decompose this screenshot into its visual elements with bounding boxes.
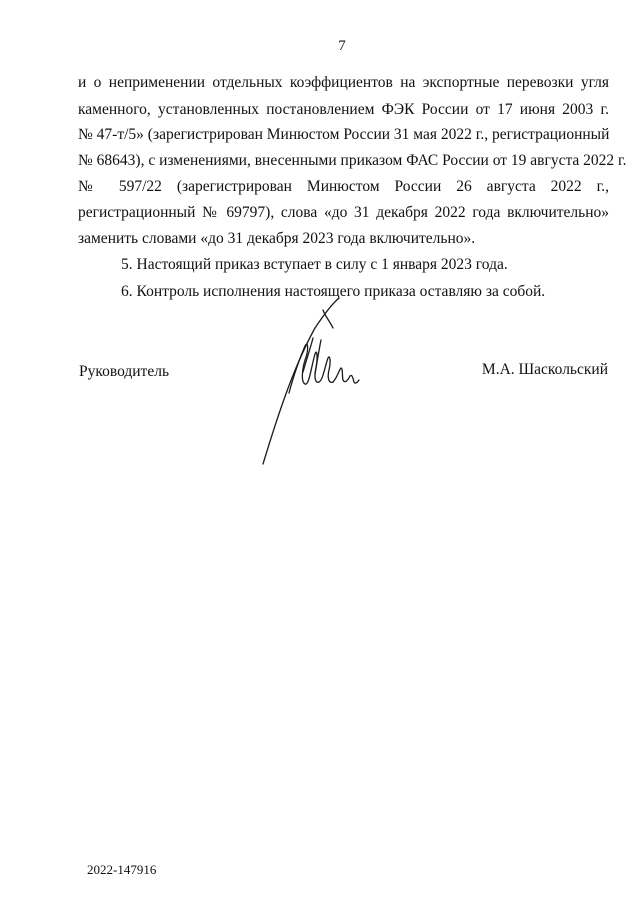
paragraph-1-line-5: № 597/22 (зарегистрирован Минюстом России 26 августа 2022 г., — [78, 178, 609, 195]
document-code: 2022-147916 — [87, 862, 157, 877]
paragraph-1-line-7: заменить словами «до 31 декабря 2023 года включительно». — [78, 230, 476, 247]
paragraph-5: 5. Настоящий приказ вступает в силу с 1 января 2023 года. — [121, 256, 508, 273]
handwritten-signature — [255, 288, 375, 468]
paragraph-1-line-3: № 47-т/5» (зарегистрирован Минюстом России 31 мая 2022 г., регистрационный — [78, 126, 610, 143]
paragraph-1-line-1: и о неприменении отдельных коэффициентов на экспортные перевозки угля — [78, 74, 609, 91]
paragraph-6: 6. Контроль исполнения настоящего приказа оставляю за собой. — [121, 283, 546, 300]
paragraph-1-line-2: каменного, установленных постановлением ФЭК России от 17 июня 2003 г. — [78, 101, 609, 118]
paragraph-1-line-4: № 68643), с изменениями, внесенными приказом ФАС России от 19 августа 2022 г. — [78, 152, 627, 169]
paragraph-1-line-6: регистрационный № 69797), слова «до 31 декабря 2022 года включительно» — [78, 204, 609, 221]
page-number: 7 — [338, 38, 346, 54]
signer-position: Руководитель — [79, 363, 170, 380]
signer-name: М.А. Шаскольский — [481, 361, 608, 378]
